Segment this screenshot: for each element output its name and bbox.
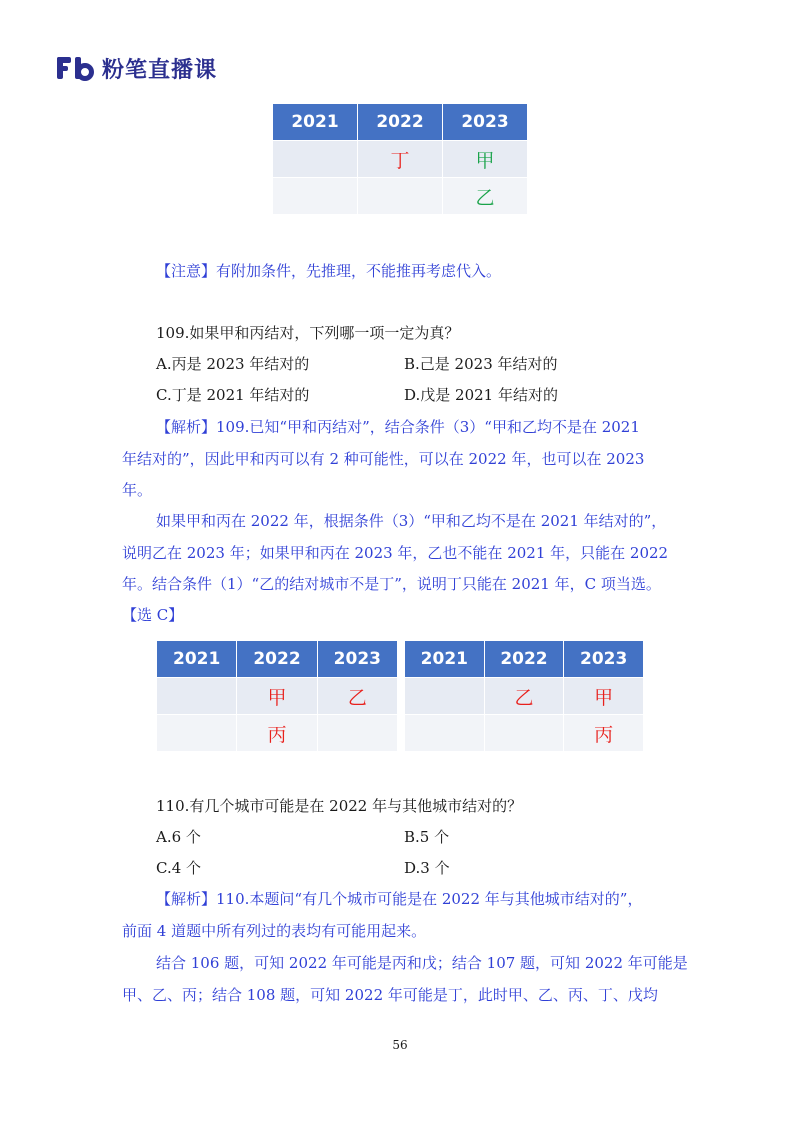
q110-analysis-line: 结合 106 题，可知 2022 年可能是丙和戊；结合 107 题，可知 2022 年可能是 — [156, 954, 688, 972]
table-header-cell: 2023 — [443, 104, 528, 141]
table-cell: 丁 — [358, 141, 443, 178]
q109-analysis-line: 年结对的”，因此甲和丙可以有 2 种可能性，可以在 2022 年，也可以在 2023 — [122, 450, 645, 468]
table-cell: 乙 — [484, 678, 564, 715]
question-110-stem: 110.有几个城市可能是在 2022 年与其他城市结对的？ — [156, 797, 523, 815]
note-text: 【注意】有附加条件，先推理，不能推再考虑代入。 — [156, 262, 502, 280]
q109-analysis-line: 如果甲和丙在 2022 年，根据条件（3）“甲和乙均不是在 2021 年结对的”， — [156, 512, 667, 530]
q110-analysis-line: 【解析】110.本题问“有几个城市可能是在 2022 年与其他城市结对的”， — [156, 890, 643, 908]
q109-option-d: D.戊是 2021 年结对的 — [404, 386, 558, 404]
brand-logo — [56, 52, 217, 84]
table-top — [272, 103, 528, 215]
table-cell — [273, 178, 358, 215]
table-header-cell: 2021 — [405, 641, 485, 678]
q110-analysis-line: 前面 4 道题中所有列过的表均有可能用起来。 — [122, 922, 427, 940]
q109-analysis-line: 年。结合条件（1）“乙的结对城市不是丁”，说明丁只能在 2021 年，C 项当选。 — [122, 575, 661, 593]
table-header-cell: 2022 — [484, 641, 564, 678]
table-cell — [157, 715, 237, 752]
q110-option-b: B.5 个 — [404, 828, 450, 846]
table-left — [156, 640, 398, 752]
table-cell: 甲 — [237, 678, 317, 715]
table-cell — [405, 715, 485, 752]
table-cell — [157, 678, 237, 715]
table-header-cell: 2023 — [317, 641, 397, 678]
table-cell — [405, 678, 485, 715]
q109-analysis-line: 【解析】109.已知“甲和丙结对”，结合条件（3）“甲和乙均不是在 2021 — [156, 418, 640, 436]
question-109-stem: 109.如果甲和丙结对，下列哪一项一定为真？ — [156, 324, 460, 342]
q110-option-d: D.3 个 — [404, 859, 450, 877]
table-cell — [358, 178, 443, 215]
table-cell — [484, 715, 564, 752]
q110-option-a: A.6 个 — [156, 828, 201, 846]
q109-option-c: C.丁是 2021 年结对的 — [156, 386, 310, 404]
page-number: 56 — [392, 1038, 408, 1052]
table-cell: 丙 — [237, 715, 317, 752]
q110-option-c: C.4 个 — [156, 859, 202, 877]
brand-name: 粉笔直播课 — [102, 57, 218, 83]
table-cell — [317, 715, 397, 752]
q110-analysis-line: 甲、乙、丙；结合 108 题，可知 2022 年可能是丁，此时甲、乙、丙、丁、戊均 — [122, 986, 658, 1004]
table-cell: 甲 — [564, 678, 644, 715]
q109-option-a: A.丙是 2023 年结对的 — [156, 355, 310, 373]
table-header-cell: 2021 — [273, 104, 358, 141]
table-header-cell: 2022 — [358, 104, 443, 141]
table-cell: 乙 — [443, 178, 528, 215]
table-cell: 甲 — [443, 141, 528, 178]
table-cell: 丙 — [564, 715, 644, 752]
q109-analysis-line: 说明乙在 2023 年；如果甲和丙在 2023 年，乙也不能在 2021 年，只能在 2022 — [122, 544, 669, 562]
table-right — [404, 640, 644, 752]
q109-answer: 【选 C】 — [122, 606, 184, 624]
q109-option-b: B.己是 2023 年结对的 — [404, 355, 558, 373]
table-header-cell: 2022 — [237, 641, 317, 678]
q109-analysis-line: 年。 — [122, 481, 153, 499]
table-cell — [273, 141, 358, 178]
table-header-cell: 2021 — [157, 641, 237, 678]
fb-logo-icon — [56, 55, 94, 81]
table-header-cell: 2023 — [564, 641, 644, 678]
table-cell: 乙 — [317, 678, 397, 715]
